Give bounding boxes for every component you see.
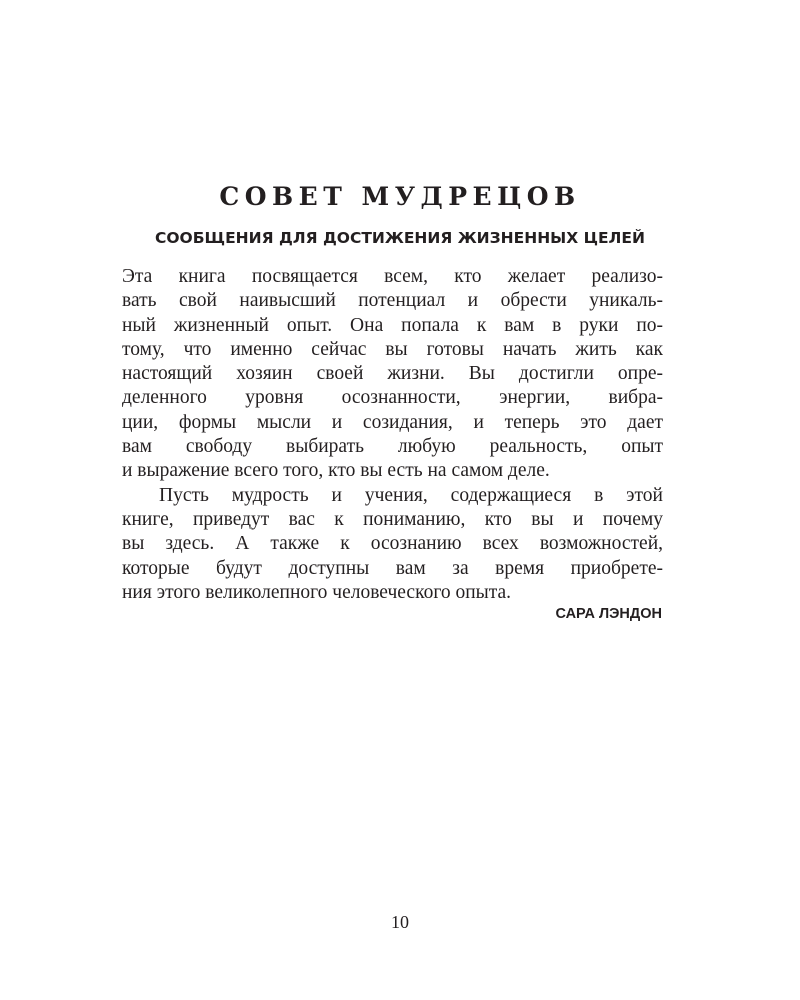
- text-line: деленного уровня осознанности, энергии, вибра-: [122, 387, 663, 409]
- text-line: вать свой наивысший потенциал и обрести уникаль-: [122, 290, 663, 312]
- text-line: вам свободу выбирать любую реальность, опыт: [122, 436, 663, 458]
- text-line: настоящий хозяин своей жизни. Вы достигли опре-: [122, 363, 663, 385]
- text-line: Пусть мудрость и учения, содержащиеся в этой: [159, 484, 663, 506]
- text-line: книге, приведут вас к пониманию, кто вы и почему: [122, 508, 663, 530]
- text-line: тому, что именно сейчас вы готовы начать жить как: [122, 338, 663, 360]
- text-line: ния этого великолепного человеческого опыта.: [122, 581, 512, 603]
- body-text: [122, 265, 663, 605]
- text-line: Эта книга посвящается всем, кто желает реализо-: [122, 266, 663, 287]
- text-line: вы здесь. А также к осознанию всех возможностей,: [122, 533, 663, 555]
- page-number: 10: [391, 912, 409, 932]
- paragraph-2: [122, 484, 663, 605]
- text-line: ный жизненный опыт. Она попала к вам в руки по-: [122, 314, 663, 336]
- page-title: СОВЕТ МУДРЕЦОВ: [219, 182, 581, 211]
- text-line: ции, формы мысли и созидания, и теперь это дает: [122, 411, 663, 433]
- page-subtitle: СООБЩЕНИЯ ДЛЯ ДОСТИЖЕНИЯ ЖИЗНЕННЫХ ЦЕЛЕЙ: [155, 229, 645, 247]
- paragraph-1: [122, 265, 663, 484]
- author-signature: САРА ЛЭНДОН: [555, 606, 662, 622]
- text-line: которые будут доступны вам за время приобрете-: [122, 557, 663, 579]
- text-line: и выражение всего того, кто вы есть на самом деле.: [122, 460, 550, 482]
